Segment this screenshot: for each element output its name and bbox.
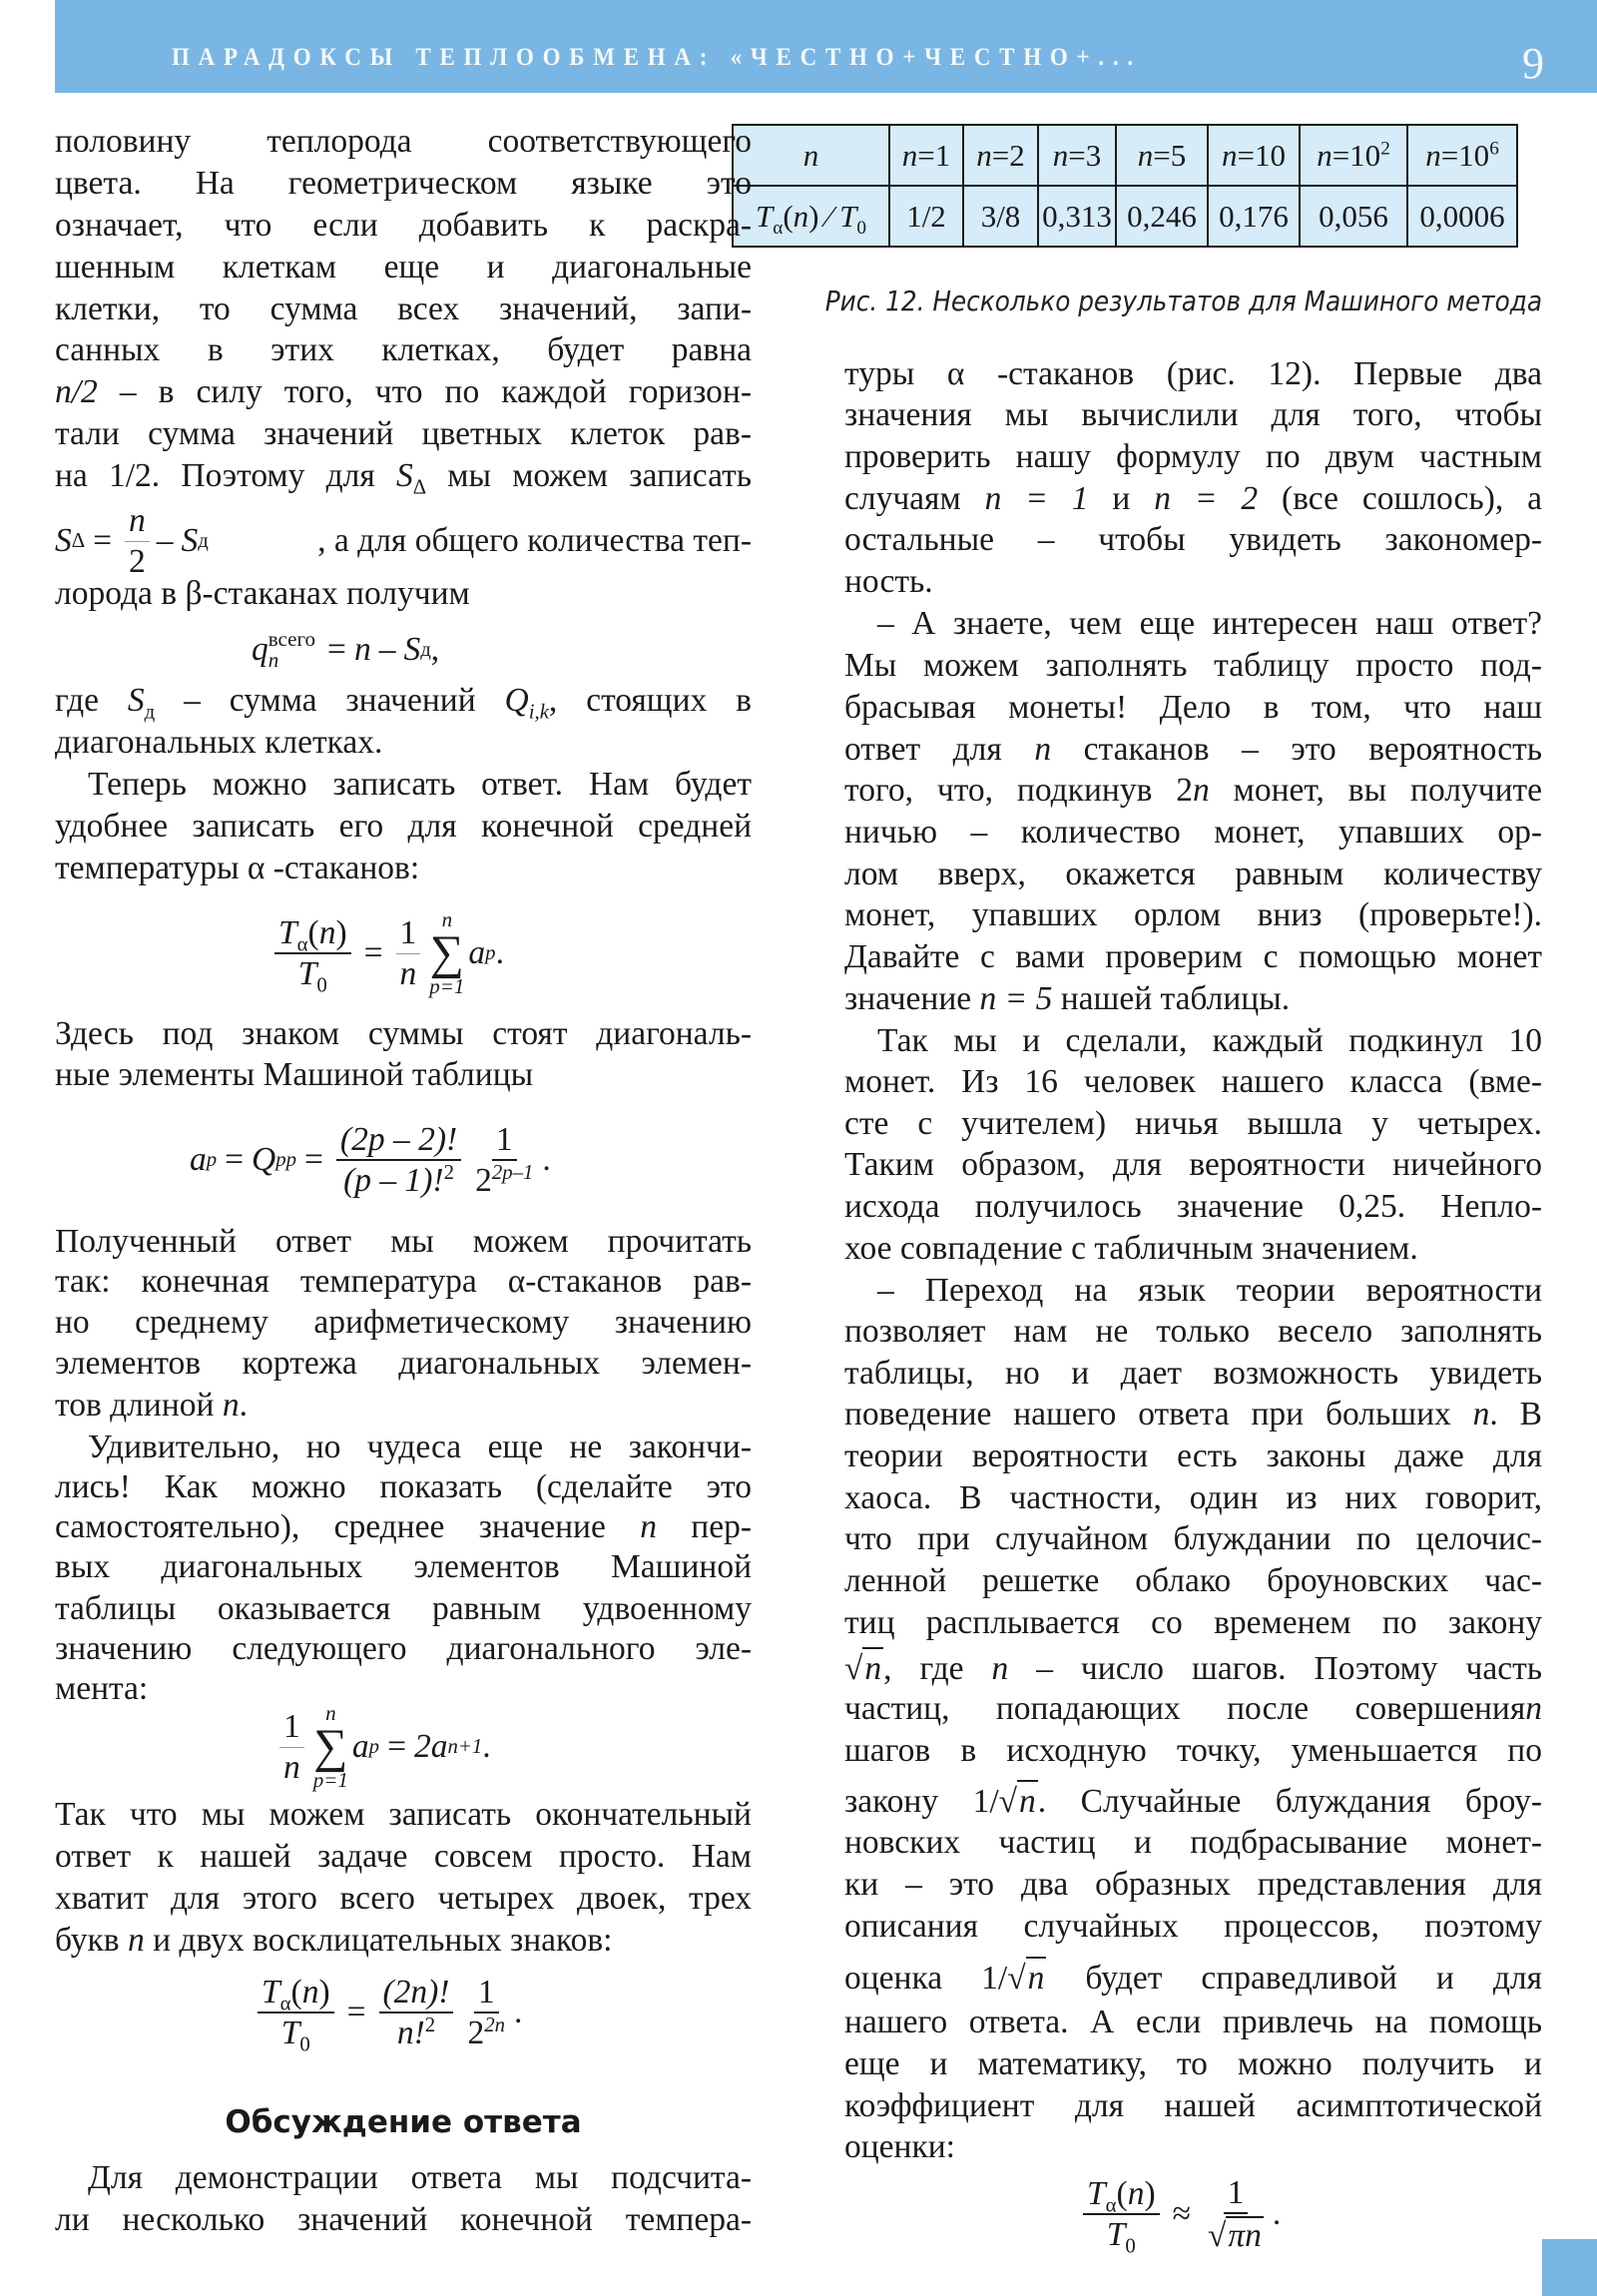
figure-caption: Рис. 12. Несколько результатов для Машиного метода (824, 286, 1542, 317)
text-line: – Переход на язык теории вероятности (877, 1272, 1542, 1309)
text-line: самостоятельно), среднее значение n пер- (55, 1508, 752, 1545)
text-line: Для демонстрации ответа мы подсчита- (88, 2159, 752, 2196)
text-line: Здесь под знаком суммы стоят диагональ- (55, 1015, 752, 1052)
results-table (732, 124, 1518, 248)
text-line: удобнее записать его для конечной средней (55, 808, 752, 845)
text-line: лись! Как можно показать (сделайте это (55, 1468, 752, 1505)
section-heading: Обсуждение ответа (225, 2104, 582, 2140)
text-line: сте с учителем) ничья вышла у четырех. (844, 1105, 1542, 1142)
text-line: исхода получилось значение 0,25. Непло- (844, 1188, 1542, 1225)
text-line: ленной решетке облако броуновских час- (844, 1562, 1542, 1599)
table-cell: 0,313 (1038, 186, 1116, 247)
formula-mean-diagonal: $\frac{1}{n}$ n ∑ p=1 a p = 2a n+1 . (274, 1697, 491, 1797)
text-line: √ n , где n – число шагов. Поэтому часть (844, 1647, 1542, 1687)
text-line: Мы можем заполнять таблицу просто под- (844, 647, 1542, 684)
text-line: ответ для n стаканов – это вероятность (844, 731, 1543, 768)
text-line: проверить нашу формулу по двум частным (844, 438, 1542, 475)
text-line: элементов кортежа диагональных элемен- (55, 1345, 752, 1382)
text-line: новских частиц и подбрасывание монет- (844, 1824, 1542, 1861)
text-line: Полученный ответ мы можем прочитать (55, 1223, 752, 1260)
text-line: так: конечная температура α-стаканов рав- (55, 1263, 752, 1300)
text-line: вых диагональных элементов Машиной (55, 1548, 752, 1585)
text-line: что при случайном блуждании по целочис- (844, 1520, 1542, 1557)
text-line: таблицы оказывается равным удвоенному (55, 1590, 752, 1627)
text-line: тов длиной n. (55, 1387, 248, 1424)
table-row-n (733, 125, 1517, 186)
table-cell: 3/8 (963, 186, 1038, 247)
text-line: поведение нашего ответа при больших n. В (844, 1396, 1542, 1433)
table-cell: 1/2 (889, 186, 963, 247)
text-line: частиц, попадающих после совершенияn (844, 1690, 1542, 1727)
text-line: нашего ответа. А если привлечь на помощь (844, 2004, 1542, 2040)
corner-accent-block (1542, 2239, 1597, 2296)
text-line: Давайте с вами проверим с помощью монет (844, 938, 1542, 975)
text-line: Так что мы можем записать окончательный (55, 1796, 752, 1833)
page-number: 9 (1522, 39, 1544, 88)
table-cell: n=5 (1116, 125, 1208, 186)
formula-mean-temperature: $\frac{T_\alpha(n)}{T_0}$ = $\frac{1}{n}$ n ∑ p=1 a p . (269, 903, 504, 1003)
text-line: половину теплорода соответствующего (55, 123, 752, 160)
table-row-label: $T_\alpha(n)$ ⁄ $T_0$ (733, 186, 889, 247)
text-line: тиц расплывается со временем по закону (844, 1604, 1542, 1641)
text-line: температуры α -стаканов: (55, 850, 420, 886)
table-cell: n=2 (963, 125, 1038, 186)
text-line: диагональных клетках. (55, 724, 383, 761)
table-cell: n (733, 125, 889, 186)
text-line: значению следующего диагонального эле- (55, 1630, 752, 1667)
table-cell: n=10 (1208, 125, 1300, 186)
text-line: случаям n = 1 и n = 2 (все сошлось), а (844, 480, 1542, 517)
text-line: мента: (55, 1670, 149, 1707)
text-line: n/2 – в силу того, что по каждой горизон- (55, 373, 752, 410)
table-cell: n=1 (889, 125, 963, 186)
text-line: описания случайных процессов, поэтому (844, 1908, 1542, 1945)
text-line: оценки: (844, 2128, 955, 2165)
table-cell: 0,176 (1208, 186, 1300, 247)
table-cell: $n=10^6$ (1407, 125, 1517, 186)
text-line: хаоса. В частности, один из них говорит, (844, 1479, 1542, 1516)
running-header (55, 0, 1597, 93)
text-line: цвета. На геометрическом языке это (55, 165, 752, 202)
text-line: означает, что если добавить к раскра- (55, 207, 752, 244)
table-cell: $n=10^2$ (1300, 125, 1407, 186)
text-line: но среднему арифметическому значению (55, 1304, 752, 1341)
formula-diagonal-element: a p = Q pp = $\frac{(2p - 2)!}{(p - 1)!^2}$ $\frac{1}{2^{2p-1}}$ . (190, 1120, 551, 1199)
text-line: тали сумма значений цветных клеток рав- (55, 415, 752, 452)
text-line: лорода в β-стаканах получим (55, 575, 470, 612)
text-line: ли несколько значений конечной темпера- (55, 2201, 752, 2238)
formula-final-answer: $\frac{T_\alpha(n)}{T_0}$ = $\frac{(2n)!}{n!^2}$ $\frac{1}{2^{2n}}$ . (253, 1963, 522, 2062)
text-line: хватит для этого всего четырех двоек, трех (55, 1880, 752, 1917)
text-line: где $S_д$ – сумма значений $Q_{i,k}$, стоящих в (55, 682, 752, 724)
text-line: туры α -стаканов (рис. 12). Первые два (844, 355, 1542, 392)
running-header-title: ПАРАДОКСЫ ТЕПЛООБМЕНА: «ЧЕСТНО+ЧЕСТНО+... (172, 44, 1142, 71)
text-line: – А знаете, чем еще интересен наш ответ? (877, 605, 1542, 642)
text-line: таблицы, но и дает возможность увидеть (844, 1355, 1542, 1392)
text-line: Таким образом, для вероятности ничейного (844, 1146, 1542, 1183)
text-line: теории вероятности есть законы даже для (844, 1437, 1542, 1474)
text-line: брасывая монеты! Дело в том, что наш (844, 689, 1542, 726)
text-line: коэффициент для нашей асимптотической (844, 2087, 1542, 2124)
text-line: Теперь можно записать ответ. Нам будет (88, 766, 752, 803)
text-line: клетки, то сумма всех значений, запи- (55, 290, 752, 327)
text-line: монет, упавших орлом вниз (проверьте!). (844, 896, 1542, 933)
text-line: значения мы вычислили для того, чтобы (844, 396, 1542, 433)
text-line: Удивительно, но чудеса еще не закончи- (88, 1429, 752, 1465)
text-line: ки – это два образных представления для (844, 1866, 1542, 1903)
text-line: ные элементы Машиной таблицы (55, 1056, 534, 1093)
text-line: ответ к нашей задаче совсем просто. Нам (55, 1838, 752, 1875)
text-line: ность. (844, 563, 933, 600)
text-line: лом вверх, окажется равным количеству (844, 856, 1542, 892)
text-line: хое совпадение с табличным значением. (844, 1230, 1418, 1267)
text-line: шенным клеткам еще и диагональные (55, 249, 752, 286)
text-line: остальные – чтобы увидеть закономер- (844, 521, 1542, 558)
text-line: шагов в исходную точку, уменьшается по (844, 1732, 1542, 1769)
formula-asymptotic: $\frac{T_\alpha(n)}{T_0}$ ≈ 1 √ πn . (1078, 2164, 1281, 2264)
table-cell: 0,0006 (1407, 186, 1517, 247)
text-line: того, что, подкинув 2n монет, вы получите (844, 772, 1543, 809)
table-cell: 0,246 (1116, 186, 1208, 247)
table-row-values (733, 186, 1517, 247)
text-line: монет. Из 16 человек нашего класса (вме- (844, 1063, 1542, 1100)
text-line: ничью – количество монет, упавших ор- (844, 814, 1542, 851)
text-line: оценка 1/ √ n будет справедливой и для (844, 1957, 1542, 1997)
text-line: санных в этих клетках, будет равна (55, 331, 752, 368)
inline-formula-line: S Δ = $\frac{n}{2}$ – S д , а для общего количества теп- (55, 502, 752, 580)
text-line: значение n = 5 нашей таблицы. (844, 980, 1291, 1017)
text-line: на 1/2. Поэтому для $S_\Delta$ мы можем записать (55, 457, 753, 499)
table-cell: n=3 (1038, 125, 1116, 186)
text-line: букв n и двух восклицательных знаков: (55, 1922, 613, 1959)
formula-q-total: q всего n = n – S д , (252, 627, 440, 672)
table-cell: 0,056 (1300, 186, 1407, 247)
text-line: Так мы и сделали, каждый подкинул 10 (877, 1022, 1542, 1059)
text-line: закону 1/ √ n . Случайные блуждания броу- (844, 1780, 1542, 1820)
text-line: еще и математику, то можно получить и (844, 2045, 1542, 2082)
text-line: позволяет нам не только весело заполнять (844, 1313, 1542, 1350)
